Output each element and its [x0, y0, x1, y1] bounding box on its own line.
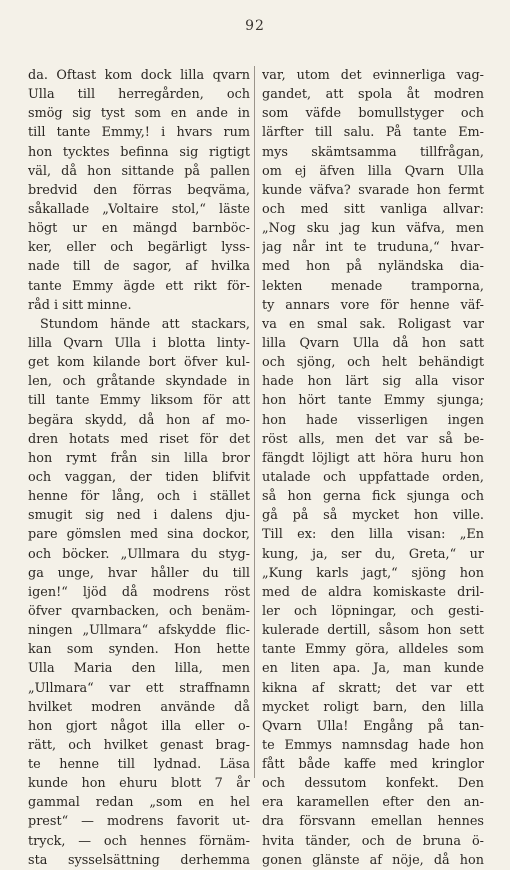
page-number: 92 — [245, 18, 265, 34]
text-line: hon tycktes befinna sig rigtigt — [28, 144, 250, 160]
text-line: röst alls, men det var så be- — [262, 431, 484, 447]
text-line: med hon på nyländska dia- — [262, 259, 484, 275]
text-line: mycket roligt barn, den lilla — [262, 699, 484, 715]
text-line: era karamellen efter den an- — [262, 795, 484, 811]
text-line: som väfde bomullstyger och — [262, 106, 484, 122]
text-line: igen!“ ljöd då modrens röst — [28, 584, 250, 600]
text-line: tryck, — och hennes förnäm- — [28, 833, 250, 849]
text-line: dra försvann emellan hennes — [262, 814, 484, 830]
text-line: ker, eller och begärligt lyss- — [28, 240, 250, 256]
text-line: tante Emmy göra, alldeles som — [262, 642, 484, 658]
text-line: och med sitt vanliga allvar: — [262, 201, 484, 217]
text-line: lärfter till salu. På tante Em- — [262, 125, 484, 141]
left-text-column — [28, 66, 250, 870]
text-line: kikna af skratt; det var ett — [262, 680, 484, 696]
text-line: utalade och uppfattade orden, — [262, 469, 484, 485]
text-line: kung, ja, ser du, Greta,“ ur — [262, 546, 484, 562]
text-line: ningen „Ullmara“ afskydde flic- — [28, 623, 250, 639]
text-line: högt ur en mängd barnböc- — [28, 221, 250, 237]
text-line: te Emmys namnsdag hade hon — [262, 737, 484, 753]
right-text-column — [262, 66, 484, 870]
text-line: „Nog sku jag kun väfva, men — [262, 221, 484, 237]
text-line: Ulla Maria den lilla, men — [28, 661, 250, 677]
text-line: hvita tänder, och de bruna ö- — [262, 833, 484, 849]
text-line: gå på så mycket hon ville. — [262, 508, 484, 524]
text-line: mys skämtsamma tillfrågan, — [262, 144, 484, 160]
text-line: gonen glänste af nöje, då hon — [262, 852, 484, 868]
text-line: rätt, och hvilket genast brag- — [28, 737, 250, 753]
text-line: och böcker. „Ullmara du styg- — [28, 546, 250, 562]
text-line: till tante Emmy liksom för att — [28, 393, 250, 409]
text-line: kulerade dertill, såsom hon sett — [262, 623, 484, 639]
text-line: så hon gerna fick sjunga och — [262, 489, 484, 505]
text-line: ga unge, hvar håller du till — [28, 565, 250, 581]
text-line: ler och löpningar, och gesti- — [262, 603, 484, 619]
text-line: hon rymt från sin lilla bror — [28, 450, 250, 466]
text-line: och dessutom konfekt. Den — [262, 776, 484, 792]
text-line: lilla Qvarn Ulla i blotta linty- — [28, 335, 250, 351]
text-line: da. Oftast kom dock lilla qvarn — [28, 68, 250, 83]
text-line: Stundom hände att stackars, — [40, 316, 250, 332]
text-line: med de aldra komiskaste dril- — [262, 584, 484, 600]
text-line: hvilket modren använde då — [28, 699, 250, 715]
text-line: ty annars vore för henne väf- — [262, 297, 484, 313]
text-line: såkallade „Voltaire stol,“ läste — [28, 201, 250, 217]
text-line: hade hon lärt sig alla visor — [262, 374, 484, 390]
text-line: öfver qvarnbacken, och benäm- — [28, 603, 250, 619]
text-line: dren hotats med riset för det — [28, 431, 250, 447]
text-line: „Ullmara“ var ett straffnamn — [28, 680, 250, 696]
text-line: och sjöng, och helt behändigt — [262, 355, 484, 371]
text-line: jag når int te truduna,“ hvar- — [262, 240, 484, 256]
text-line: smög sig tyst som en ande in — [28, 106, 250, 122]
text-line: gammal redan „som en hel — [28, 795, 250, 811]
text-line: Qvarn Ulla! Engång på tan- — [262, 718, 484, 734]
text-line: Ulla till herregården, och — [28, 87, 250, 103]
text-line: kan som synden. Hon hette — [28, 642, 250, 658]
text-line: hon gjort något illa eller o- — [28, 718, 250, 734]
text-line: tante Emmy ägde ett rikt för- — [28, 278, 250, 294]
text-line: len, och gråtande skyndade in — [28, 374, 250, 390]
text-line: te henne till lydnad. Läsa — [28, 757, 250, 773]
text-line: henne för lång, och i stället — [28, 489, 250, 505]
text-line: och vaggan, der tiden blifvit — [28, 469, 250, 485]
text-line: lekten menade trampornа, — [262, 278, 484, 294]
text-line: lilla Qvarn Ulla då hon satt — [262, 335, 484, 351]
text-line: „Kung karls jagt,“ sjöng hon — [262, 565, 484, 581]
text-line: fängdt löjligt att höra huru hon — [262, 450, 484, 466]
text-line: kunde väfva? svarade hon fermt — [262, 182, 484, 198]
text-line: fått både kaffe med kringlor — [262, 757, 484, 773]
text-line: väl, då hon sittande på pallen — [28, 163, 250, 179]
text-line: get kom kilande bort öfver kul- — [28, 355, 250, 371]
text-line: om ej äfven lilla Qvarn Ulla — [262, 163, 484, 179]
text-line: sta sysselsättning derhemma — [28, 852, 250, 868]
text-line: kunde hon ehuru blott 7 år — [28, 776, 250, 792]
text-line: en liten apa. Ja, man kunde — [262, 661, 484, 677]
text-line: hon hade visserligen ingen — [262, 412, 484, 428]
text-line: var, utom det evinnerliga vag- — [262, 68, 484, 83]
text-line: bredvid den förras beqväma, — [28, 182, 250, 198]
text-line: smugit sig ned i dalens dju- — [28, 508, 250, 524]
text-line: till tante Emmy,! i hvars rum — [28, 125, 250, 141]
text-line: gandet, att spola åt modren — [262, 87, 484, 103]
text-line: pare gömslen med sina dockor, — [28, 527, 250, 543]
column-divider — [254, 66, 255, 778]
text-line: råd i sitt minne. — [28, 297, 132, 313]
text-line: begära skydd, då hon af mo- — [28, 412, 250, 428]
text-line: va en smal sak. Roligast var — [262, 316, 484, 332]
text-line: Till ex: den lilla visan: „En — [262, 527, 484, 543]
text-line: nade till de sagor, af hvilka — [28, 259, 250, 275]
text-line: hon hört tante Emmy sjunga; — [262, 393, 484, 409]
text-line: prest“ — modrens favorit ut- — [28, 814, 250, 830]
